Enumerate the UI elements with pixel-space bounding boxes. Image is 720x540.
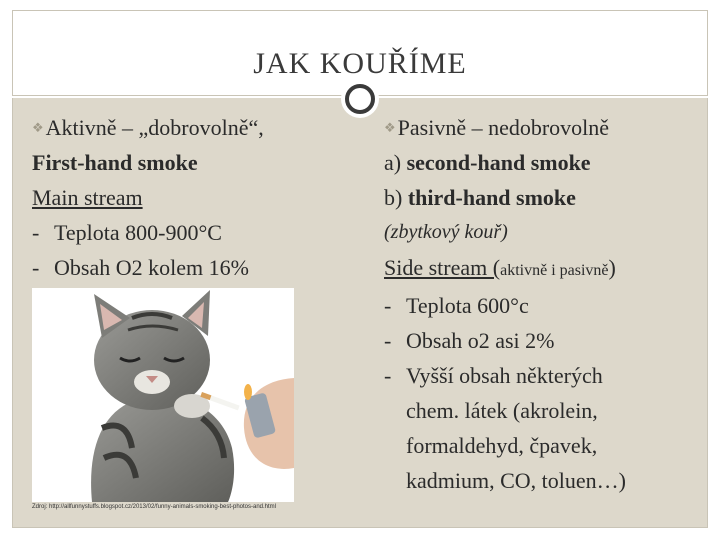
right-item-1 (384, 288, 714, 323)
right-item-a-prefix: a) (384, 150, 407, 175)
right-stream-label: Side stream ( (384, 255, 501, 280)
left-heading-line (32, 110, 332, 145)
page-title: JAK KOUŘÍME (253, 47, 467, 80)
dash-marker: - (384, 363, 392, 388)
left-item-2 (32, 250, 332, 285)
left-heading: Aktivně – „dobrovolně“, (45, 115, 264, 140)
right-continuation-1: chem. látek (akrolein, (406, 398, 598, 423)
kitten-smoking-photo (32, 288, 294, 502)
right-item-1-text: Teplota 600°c (406, 293, 529, 318)
left-item-1 (32, 215, 332, 250)
left-item-2-text: Obsah O2 kolem 16% (54, 255, 249, 280)
right-item-a (384, 145, 714, 180)
right-item-a-text: second-hand smoke (406, 150, 591, 175)
left-subheading: First-hand smoke (32, 150, 198, 175)
diamond-bullet-icon: ❖ (32, 120, 44, 135)
right-item-3 (384, 358, 714, 393)
right-stream-close: ) (608, 255, 616, 280)
left-item-1-text: Teplota 800-900°C (54, 220, 222, 245)
right-item-b-text: third-hand smoke (407, 185, 576, 210)
right-item-b-note: (zbytkový kouř) (384, 221, 508, 243)
right-continuation-2: formaldehyd, čpavek, (406, 433, 598, 458)
left-column (32, 110, 332, 285)
right-heading-line (384, 110, 714, 145)
right-item-b (384, 180, 714, 215)
dash-marker: - (32, 220, 40, 245)
right-item-b-prefix: b) (384, 185, 408, 210)
kitten-illustration (32, 288, 294, 502)
right-item-3-text: Vyšší obsah některých (406, 363, 603, 388)
ring-icon (345, 84, 375, 114)
right-stream-note: aktivně i pasivně (500, 262, 609, 279)
left-stream-label: Main stream (32, 185, 143, 210)
right-stream-line (384, 250, 714, 288)
image-source-caption: Zdroj: http://allfunnystuffs.blogspot.cz/2013/02/funny-animals-smoking-best-photos-and.html (32, 504, 277, 510)
right-continuation-3: kadmium, CO, toluen…) (406, 468, 626, 493)
diamond-bullet-icon: ❖ (384, 120, 396, 135)
dash-marker: - (384, 293, 392, 318)
right-item-2 (384, 323, 714, 358)
dash-marker: - (384, 328, 392, 353)
right-item-2-text: Obsah o2 asi 2% (406, 328, 555, 353)
dash-marker: - (32, 255, 40, 280)
right-column (384, 110, 714, 498)
right-heading: Pasivně – nedobrovolně (397, 115, 610, 140)
